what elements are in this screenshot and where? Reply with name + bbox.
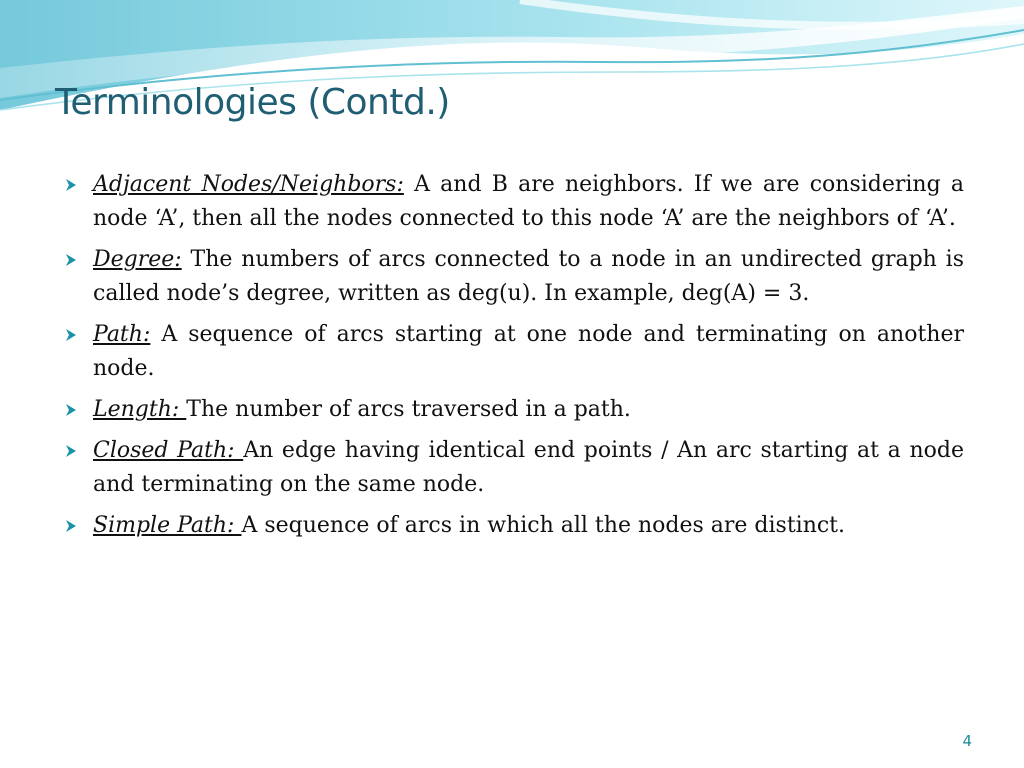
arrow-bullet-icon <box>64 178 78 192</box>
arrow-bullet-icon <box>64 444 78 458</box>
terminology-definition: An edge having identical end points / An arc starting at a node and terminating on the same node. <box>93 438 964 497</box>
terminology-item-closed-path <box>62 434 964 502</box>
terminology-list <box>62 168 964 550</box>
terminology-definition: The number of arcs traversed in a path. <box>186 397 631 422</box>
arrow-bullet-icon <box>64 403 78 417</box>
arrow-bullet-icon <box>64 253 78 267</box>
terminology-item-adjacent-nodes <box>62 168 964 236</box>
slide-title: Terminologies (Contd.) <box>55 82 450 123</box>
terminology-definition: A sequence of arcs starting at one node and terminating on another node. <box>93 322 964 381</box>
arrow-bullet-icon <box>64 328 78 342</box>
slide-page-number: 4 <box>962 732 972 750</box>
terminology-item-length <box>62 393 964 427</box>
terminology-term: Path: <box>93 322 151 347</box>
terminology-item-simple-path <box>62 509 964 543</box>
terminology-term: Degree: <box>93 247 182 272</box>
terminology-definition: A sequence of arcs in which all the nodes are distinct. <box>241 513 846 538</box>
terminology-term: Closed Path: <box>93 438 244 463</box>
terminology-definition: A and B are neighbors. If we are considering a node ‘A’, then all the nodes connected to this node ‘A’ are the neighbors of ‘A’. <box>93 172 964 231</box>
terminology-term: Length: <box>93 397 187 422</box>
terminology-term: Simple Path: <box>93 513 242 538</box>
arrow-bullet-icon <box>64 519 78 533</box>
terminology-item-degree <box>62 243 964 311</box>
terminology-definition: The numbers of arcs connected to a node in an undirected graph is called node’s degree, written as deg(u). In example, deg(A) = 3. <box>93 247 964 306</box>
terminology-item-path <box>62 318 964 386</box>
terminology-term: Adjacent Nodes/Neighbors: <box>93 172 404 197</box>
